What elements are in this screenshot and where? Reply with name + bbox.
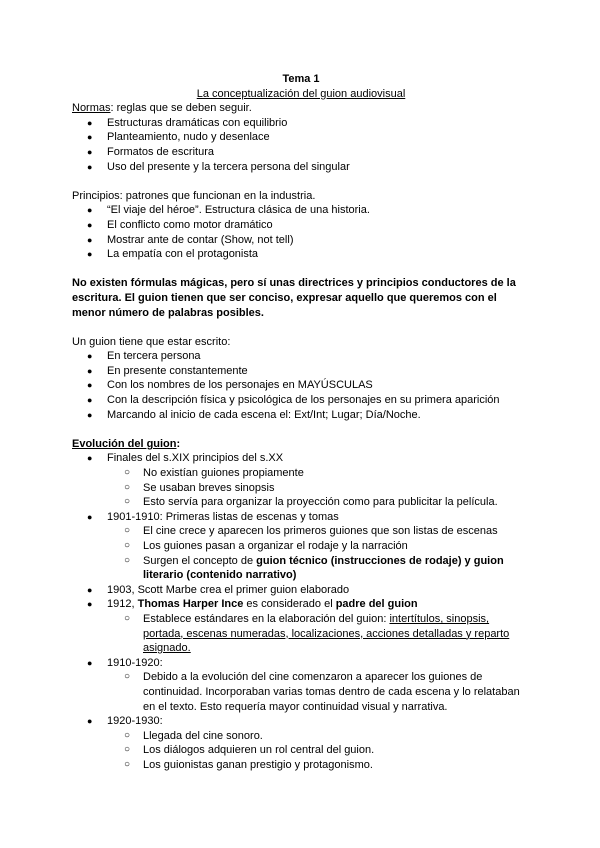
evolucion-heading <box>72 437 530 452</box>
normas-rest: : reglas que se deben seguir. <box>110 102 252 115</box>
list-item: ● Marcando al inicio de cada escena el: Ext/Int; Lugar; Día/Noche. <box>72 408 530 423</box>
list-item: ● El conflicto como motor dramático <box>72 218 530 233</box>
evolucion-item-label: Finales del s.XIX principios del s.XX <box>107 452 284 465</box>
list-item: ● En tercera persona <box>72 349 530 364</box>
sublist-item: ○ Debido a la evolución del cine comenzaron a aparecer los guiones de continuidad. Incorporaban varias tomas dentro de cada escena y lo relataban en el texto. Esto requería mayor continuidad visual y narrativa. <box>72 670 530 714</box>
sublist-item: ○ El cine crece y aparecen los primeros guiones que son listas de escenas <box>72 524 530 539</box>
list-item: ● Mostrar ante de contar (Show, not tell) <box>72 233 530 248</box>
spacer <box>72 174 530 189</box>
sublist-item <box>72 554 530 583</box>
list-item <box>72 451 530 509</box>
list-item: ● En presente constantemente <box>72 364 530 379</box>
list-item <box>72 656 530 714</box>
list-item: ● Uso del presente y la tercera persona del singular <box>72 160 530 175</box>
sublist-item: ○ Los guionistas ganan prestigio y protagonismo. <box>72 758 530 773</box>
spacer <box>72 320 530 335</box>
evolucion-item-label: 1901-1910: Primeras listas de escenas y tomas <box>107 510 339 523</box>
spacer <box>72 422 530 437</box>
list-item: ● Planteamiento, nudo y desenlace <box>72 130 530 145</box>
sublist-text: Establece estándares en la elaboración del guion: <box>143 612 390 625</box>
list-item: ● “El viaje del héroe”. Estructura clásica de una historia. <box>72 203 530 218</box>
sublist <box>72 612 530 656</box>
evolucion-item-label: 1910-1920: <box>107 656 163 669</box>
evolucion-heading-text: Evolución del guion <box>72 437 177 450</box>
escrito-list <box>72 349 530 422</box>
e4-name: Thomas Harper Ince <box>137 598 244 611</box>
sublist-item: ○ Los guiones pasan a organizar el rodaje y la narración <box>72 539 530 554</box>
list-item <box>72 597 530 655</box>
e4-bold: padre del guion <box>335 598 418 611</box>
sublist-item <box>72 612 530 656</box>
sublist-item: ○ Los diálogos adquieren un rol central del guion. <box>72 743 530 758</box>
list-item <box>72 510 530 583</box>
sublist <box>72 524 530 582</box>
list-item: ● Con los nombres de los personajes en MAYÚSCULAS <box>72 378 530 393</box>
sublist-item: ○ No existían guiones propiamente <box>72 466 530 481</box>
normas-intro <box>72 101 530 116</box>
list-item: ● 1903, Scott Marbe crea el primer guion elaborado <box>72 583 530 598</box>
sublist <box>72 466 530 510</box>
sublist-item: ○ Esto servía para organizar la proyección como para publicitar la película. <box>72 495 530 510</box>
evolucion-item-label: 1920-1930: <box>107 715 163 728</box>
evolucion-list <box>72 451 530 772</box>
normas-list <box>72 116 530 174</box>
sublist-bold: guion técnico (instrucciones de rodaje) y guion literario (contenido narrativo) <box>143 554 504 582</box>
sublist <box>72 670 530 714</box>
list-item: ● La empatía con el protagonista <box>72 247 530 262</box>
spacer <box>72 262 530 277</box>
principios-list <box>72 203 530 261</box>
evolucion-heading-colon: : <box>176 437 181 450</box>
list-item: ● Con la descripción física y psicológica de los personajes en su primera aparición <box>72 393 530 408</box>
list-item: ● Formatos de escritura <box>72 145 530 160</box>
principios-intro: Principios: patrones que funcionan en la industria. <box>72 189 316 202</box>
escrito-intro: Un guion tiene que estar escrito: <box>72 335 231 348</box>
page-title: Tema 1 <box>282 73 320 85</box>
page-subtitle: La conceptualización del guion audiovisual <box>196 87 406 100</box>
sublist-item: ○ Llegada del cine sonoro. <box>72 729 530 744</box>
e4-pre: 1912, <box>107 598 138 611</box>
sublist-text: Surgen el concepto de <box>143 554 257 567</box>
sublist-item: ○ Se usaban breves sinopsis <box>72 481 530 496</box>
sublist-underlined: intertítulos, sinopsis, portada, escenas numeradas, localizaciones, acciones detalladas y reparto asignado. <box>143 612 510 655</box>
bold-paragraph: No existen fórmulas mágicas, pero sí unas directrices y principios conductores de la escritura. El guion tienen que ser conciso, expresar aquello que queremos con el menor número de palabras posibles. <box>72 277 516 319</box>
sublist <box>72 729 530 773</box>
list-item: ● Estructuras dramáticas con equilibrio <box>72 116 530 131</box>
list-item <box>72 714 530 772</box>
e4-mid: es considerado el <box>243 598 336 611</box>
normas-label: Normas <box>72 102 111 115</box>
